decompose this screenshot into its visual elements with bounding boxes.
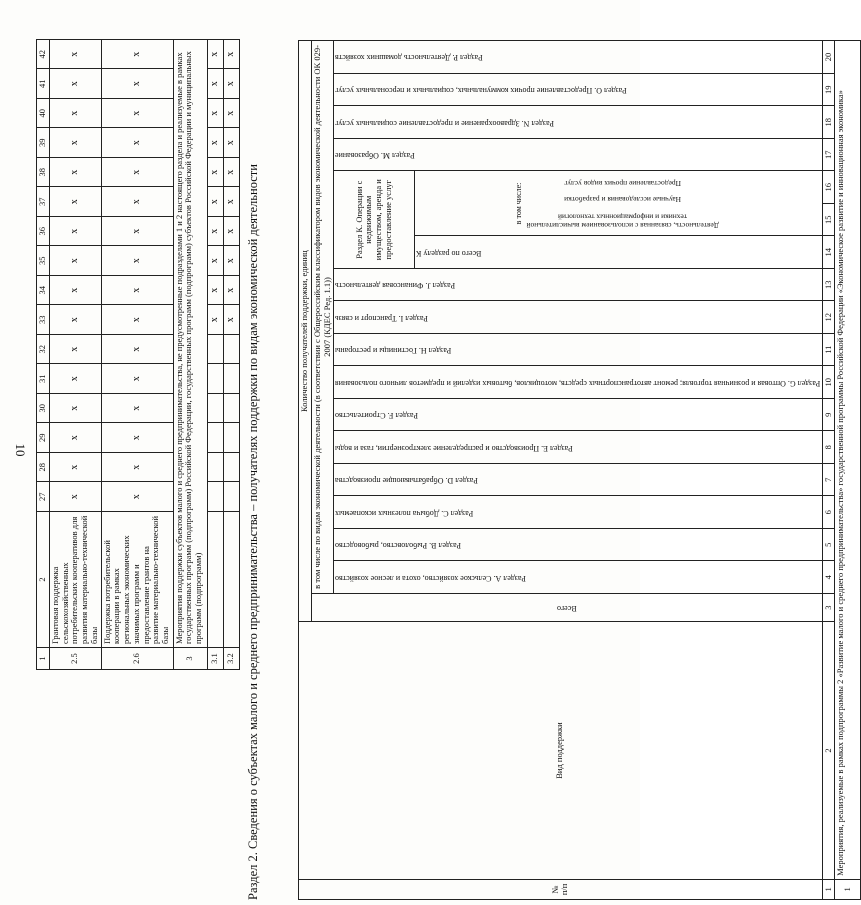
mark-cell: х <box>49 394 101 424</box>
row-text: Мероприятия, реализуемые в рамках подпрограммы 2 «Развитие малого и среднего предпринимательства» государственной программы Российской Федерации «Экономическое развитие и инновационная экономика» <box>835 41 861 880</box>
mark-cell <box>207 394 223 424</box>
mark-cell: х <box>49 246 101 276</box>
section-o-header: Раздел О. Предоставление прочих коммунальных, социальных и персональных услуг <box>334 73 822 106</box>
column-numbers-row <box>822 41 835 900</box>
row-text: Мероприятия поддержки субъектов малого и среднего предпринимательства, не предусмотренные подразделами 1 и 2 настоящего раздела и реализуемые в рамках государственных программ (подпрограмм) Российской Федерации, государственных программ (подпрограмм) субъектов Российской Федерации и муниципальных программ (подпрограмм) <box>173 40 207 648</box>
column-number: 14 <box>822 236 835 269</box>
k-sub-research: Научные исследования и разработки <box>564 195 682 205</box>
column-number: 11 <box>822 333 835 366</box>
table-row <box>835 41 861 900</box>
mark-cell <box>223 335 239 365</box>
k-subs <box>523 174 723 232</box>
k-including-label: в том числе: <box>513 182 523 225</box>
section-n-header: Раздел N. Здравоохранение и предоставление социальных услуг <box>334 106 822 139</box>
mark-cell: х <box>49 69 101 99</box>
mark-cell: х <box>101 187 173 217</box>
mark-cell: х <box>49 423 101 453</box>
section-e-header: Раздел Е. Производство и распределение электроэнергии, газа и воды <box>334 431 822 464</box>
header-cell: 31 <box>37 364 50 394</box>
mark-cell: х <box>101 394 173 424</box>
column-number: 13 <box>822 268 835 301</box>
mark-cell: х <box>223 99 239 129</box>
header-cell: 27 <box>37 482 50 512</box>
section-d-header: Раздел D. Обрабатывающие производства <box>334 463 822 496</box>
mark-cell: х <box>223 276 239 306</box>
k-including-header <box>415 171 823 236</box>
mark-cell: х <box>223 158 239 188</box>
mark-cell: х <box>49 217 101 247</box>
header-cell: 29 <box>37 423 50 453</box>
continuation-header-row <box>37 40 50 670</box>
mark-cell: х <box>223 305 239 335</box>
mark-cell: х <box>207 69 223 99</box>
mark-cell: х <box>101 364 173 394</box>
column-number: 18 <box>822 106 835 139</box>
column-number: 16 <box>822 171 835 204</box>
row-text <box>223 512 239 648</box>
mark-cell: х <box>49 99 101 129</box>
mark-cell: х <box>223 128 239 158</box>
column-number: 4 <box>822 561 835 594</box>
k-sub-other: Предоставление прочих видов услуг <box>564 179 682 189</box>
section-p-header: Раздел Р. Деятельность домашних хозяйств <box>334 41 822 74</box>
mark-cell: х <box>101 482 173 512</box>
column-number: 20 <box>822 41 835 74</box>
mark-cell: х <box>101 40 173 70</box>
section-m-header: Раздел М. Образование <box>334 138 822 171</box>
column-number: 12 <box>822 301 835 334</box>
column-number: 17 <box>822 138 835 171</box>
k-total-header: Всего по разделу К <box>415 236 823 269</box>
mark-cell: х <box>49 335 101 365</box>
header-cell: 30 <box>37 394 50 424</box>
mark-cell: х <box>101 128 173 158</box>
mark-cell: х <box>207 217 223 247</box>
column-number: 5 <box>822 528 835 561</box>
total-header-label: Всего <box>556 604 577 613</box>
mark-cell: х <box>207 305 223 335</box>
mark-cell: х <box>49 128 101 158</box>
table-row <box>223 40 239 670</box>
row-number: 1 <box>835 879 861 899</box>
row-number: 3.1 <box>207 648 223 670</box>
header-cell: 33 <box>37 305 50 335</box>
header-cell: 28 <box>37 453 50 483</box>
mark-cell: х <box>49 364 101 394</box>
mark-cell: х <box>207 276 223 306</box>
column-number: 8 <box>822 431 835 464</box>
mark-cell: х <box>49 305 101 335</box>
section-h-header: Раздел Н. Гостиницы и рестораны <box>334 333 822 366</box>
row-number: 3 <box>173 648 207 670</box>
total-header <box>311 593 822 621</box>
mark-cell <box>223 364 239 394</box>
header-cell: 34 <box>37 276 50 306</box>
section-i-header: Раздел I. Транспорт и связь <box>334 301 822 334</box>
column-number: 7 <box>822 463 835 496</box>
section-f-header: Раздел F. Строительство <box>334 398 822 431</box>
mark-cell: х <box>49 276 101 306</box>
section-g-header: Раздел G. Оптовая и розничная торговля; ремонт автотранспортных средств, мотоциклов, бытовых изделий и предметов личного пользования <box>334 366 822 399</box>
header-cell: 42 <box>37 40 50 70</box>
column-number: 6 <box>822 496 835 529</box>
column-number: 19 <box>822 73 835 106</box>
mark-cell <box>207 335 223 365</box>
header-cell: 40 <box>37 99 50 129</box>
mark-cell <box>207 364 223 394</box>
column-number: 3 <box>822 593 835 621</box>
mark-cell: х <box>49 158 101 188</box>
col-number-header: № п/п <box>299 879 823 899</box>
header-cell: 2 <box>37 512 50 648</box>
mark-cell: х <box>207 40 223 70</box>
mark-cell: х <box>101 305 173 335</box>
row-number: 2.5 <box>49 648 101 670</box>
mark-cell: х <box>49 482 101 512</box>
mark-cell: х <box>223 246 239 276</box>
row-text: Грантовая поддержка сельскохозяйственных потребительских кооперативов для развития материально-технической базы <box>49 512 101 648</box>
col-kind-header: Вид поддержки <box>299 622 823 880</box>
mark-cell: х <box>101 158 173 188</box>
mark-cell: х <box>101 276 173 306</box>
mark-cell: х <box>101 99 173 129</box>
section-title: Раздел 2. Сведения о субъектах малого и среднего предпринимательства – получателях поддержки по видам экономической деятельности <box>246 164 260 900</box>
mark-cell: х <box>49 187 101 217</box>
mark-cell: х <box>49 453 101 483</box>
section2-table <box>298 40 861 900</box>
section-c-header: Раздел С. Добыча полезных ископаемых <box>334 496 822 529</box>
mark-cell <box>223 482 239 512</box>
section-b-header: Раздел В. Рыболовство, рыбоводство <box>334 528 822 561</box>
header-cell: 36 <box>37 217 50 247</box>
mark-cell: х <box>207 128 223 158</box>
mark-cell: х <box>207 187 223 217</box>
mark-cell: х <box>223 40 239 70</box>
section2-header-row <box>299 41 312 900</box>
mark-cell: х <box>207 158 223 188</box>
mark-cell <box>207 453 223 483</box>
mark-cell: х <box>101 335 173 365</box>
row-text <box>207 512 223 648</box>
column-number: 2 <box>822 622 835 880</box>
column-number: 9 <box>822 398 835 431</box>
k-sub-it: Деятельность, связанная с использованием вычислительной техники и информационных технологий <box>526 211 720 230</box>
mark-cell: х <box>101 69 173 99</box>
mark-cell <box>223 423 239 453</box>
continuation-table <box>36 39 240 670</box>
table-row <box>207 40 223 670</box>
header-cell: 38 <box>37 158 50 188</box>
header-cell: 39 <box>37 128 50 158</box>
mark-cell <box>223 394 239 424</box>
row-number: 3.2 <box>223 648 239 670</box>
mark-cell: х <box>207 99 223 129</box>
row-number: 2.6 <box>101 648 173 670</box>
mark-cell: х <box>223 187 239 217</box>
table-row <box>173 40 207 670</box>
header-cell: 35 <box>37 246 50 276</box>
mark-cell: х <box>207 246 223 276</box>
section-a-header: Раздел А. Сельское хозяйство, охота и лесное хозяйство <box>334 561 822 594</box>
mark-cell: х <box>223 69 239 99</box>
rotated-content <box>28 40 852 900</box>
column-number: 15 <box>822 203 835 236</box>
column-number: 1 <box>822 879 835 899</box>
table-row <box>101 40 173 670</box>
mark-cell: х <box>223 217 239 247</box>
header-cell: 32 <box>37 335 50 365</box>
column-number: 10 <box>822 366 835 399</box>
section-j-header: Раздел J. Финансовая деятельность <box>334 268 822 301</box>
mark-cell: х <box>101 423 173 453</box>
mark-cell: х <box>101 453 173 483</box>
mark-cell <box>207 482 223 512</box>
mark-cell: х <box>101 246 173 276</box>
mark-cell: х <box>49 40 101 70</box>
header-cell: 41 <box>37 69 50 99</box>
mark-cell: х <box>101 217 173 247</box>
mark-cell <box>207 423 223 453</box>
header-cell: 37 <box>37 187 50 217</box>
mark-cell <box>223 453 239 483</box>
group-header: Количество получателей поддержки, единиц <box>299 41 312 622</box>
header-cell: 1 <box>37 648 50 670</box>
row-text: Поддержка потребительской кооперации в рамках региональных экономических значимых программ и предоставление грантов на развитие материально-технической базы <box>101 512 173 648</box>
section-k-header: Раздел К. Операции с недвижимым имуществом, аренда и предоставление услуг <box>334 171 415 269</box>
subgroup-header: в том числе по видам экономической деятельности (в соответствии с Общероссийским классификатором видов экономической деятельности ОК 029-2007 (КДЕС Ред. 1.1)) <box>311 41 334 594</box>
page-number: 10 <box>13 443 28 457</box>
table-row <box>49 40 101 670</box>
